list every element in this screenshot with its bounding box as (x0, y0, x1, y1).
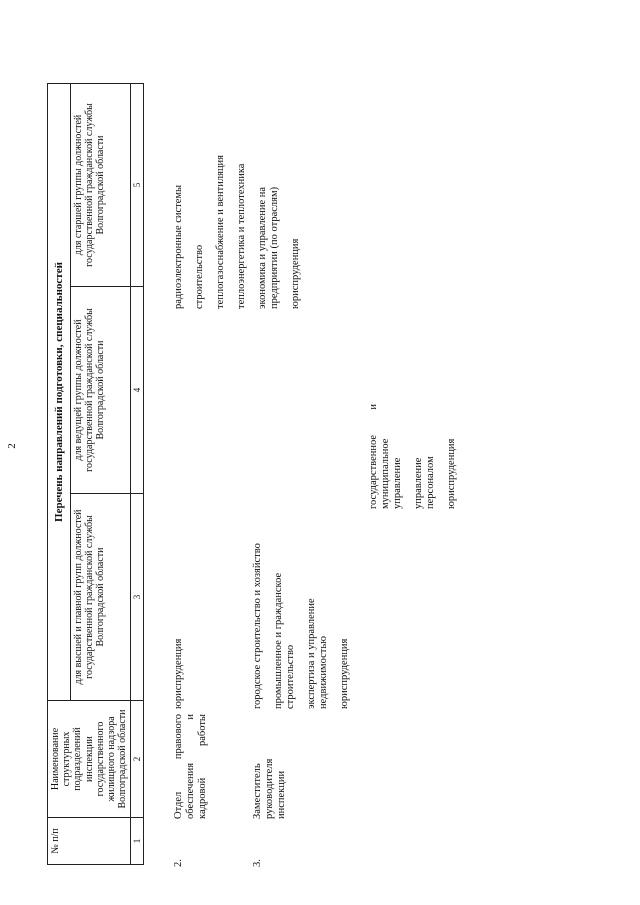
row-number: 3. (252, 859, 263, 867)
list-item: государственное и муниципальное управление (368, 404, 404, 509)
list-item: теплогазоснабжение и вентиляция (215, 154, 227, 309)
list-item: юриспруденция (446, 438, 458, 509)
col-number-3: 3 (131, 494, 144, 701)
list-item: юриспруденция (290, 238, 302, 309)
col-number-2: 2 (131, 701, 144, 818)
list-item: управление персоналом (413, 456, 437, 509)
page-number: 2 (6, 443, 18, 449)
row-col3 (173, 509, 194, 709)
list-item: строительство (194, 244, 206, 309)
row-name: Отдел правового обеспечения и кадровой работы (173, 714, 209, 819)
list-item: радиоэлектронные системы (173, 184, 184, 309)
list-item: экспертиза и управление недвижимостью (306, 598, 330, 709)
list-item: теплоэнергетика и теплотехника (236, 163, 248, 309)
list-item: юриспруденция (339, 638, 351, 709)
col-number-1: 1 (131, 818, 144, 865)
row-col5 (173, 129, 311, 309)
list-item: городское строительство и хозяйство (252, 543, 263, 709)
row-number: 2. (173, 859, 184, 867)
header-table (47, 83, 144, 865)
header-group-title: Перечень направлений подготовки, специальностей (48, 84, 71, 701)
list-item: промышленное и гражданское строительство (273, 572, 297, 709)
header-name: Наименование структурных подразделений инспекции государственного жилищного надзора Волгоградской области (48, 701, 131, 818)
list-item: юриспруденция (173, 638, 184, 709)
header-col3: для высшей и главной групп должностей государственной гражданской службы Волгоградской области (71, 494, 131, 701)
col-number-5: 5 (131, 84, 144, 287)
header-col5: для старшей группы должностей государственной гражданской службы Волгоградской области (71, 84, 131, 287)
list-item: экономика и управление на предприятии (по отраслям) (257, 186, 281, 309)
row-col4 (368, 404, 467, 509)
row-name: Заместитель руководителя инспекции (252, 758, 288, 819)
col-number-4: 4 (131, 287, 144, 494)
header-col4: для ведущей группы должностей государственной гражданской службы Волгоградской области (71, 287, 131, 494)
header-num: № п/п (48, 818, 131, 865)
row-col3 (252, 469, 360, 709)
